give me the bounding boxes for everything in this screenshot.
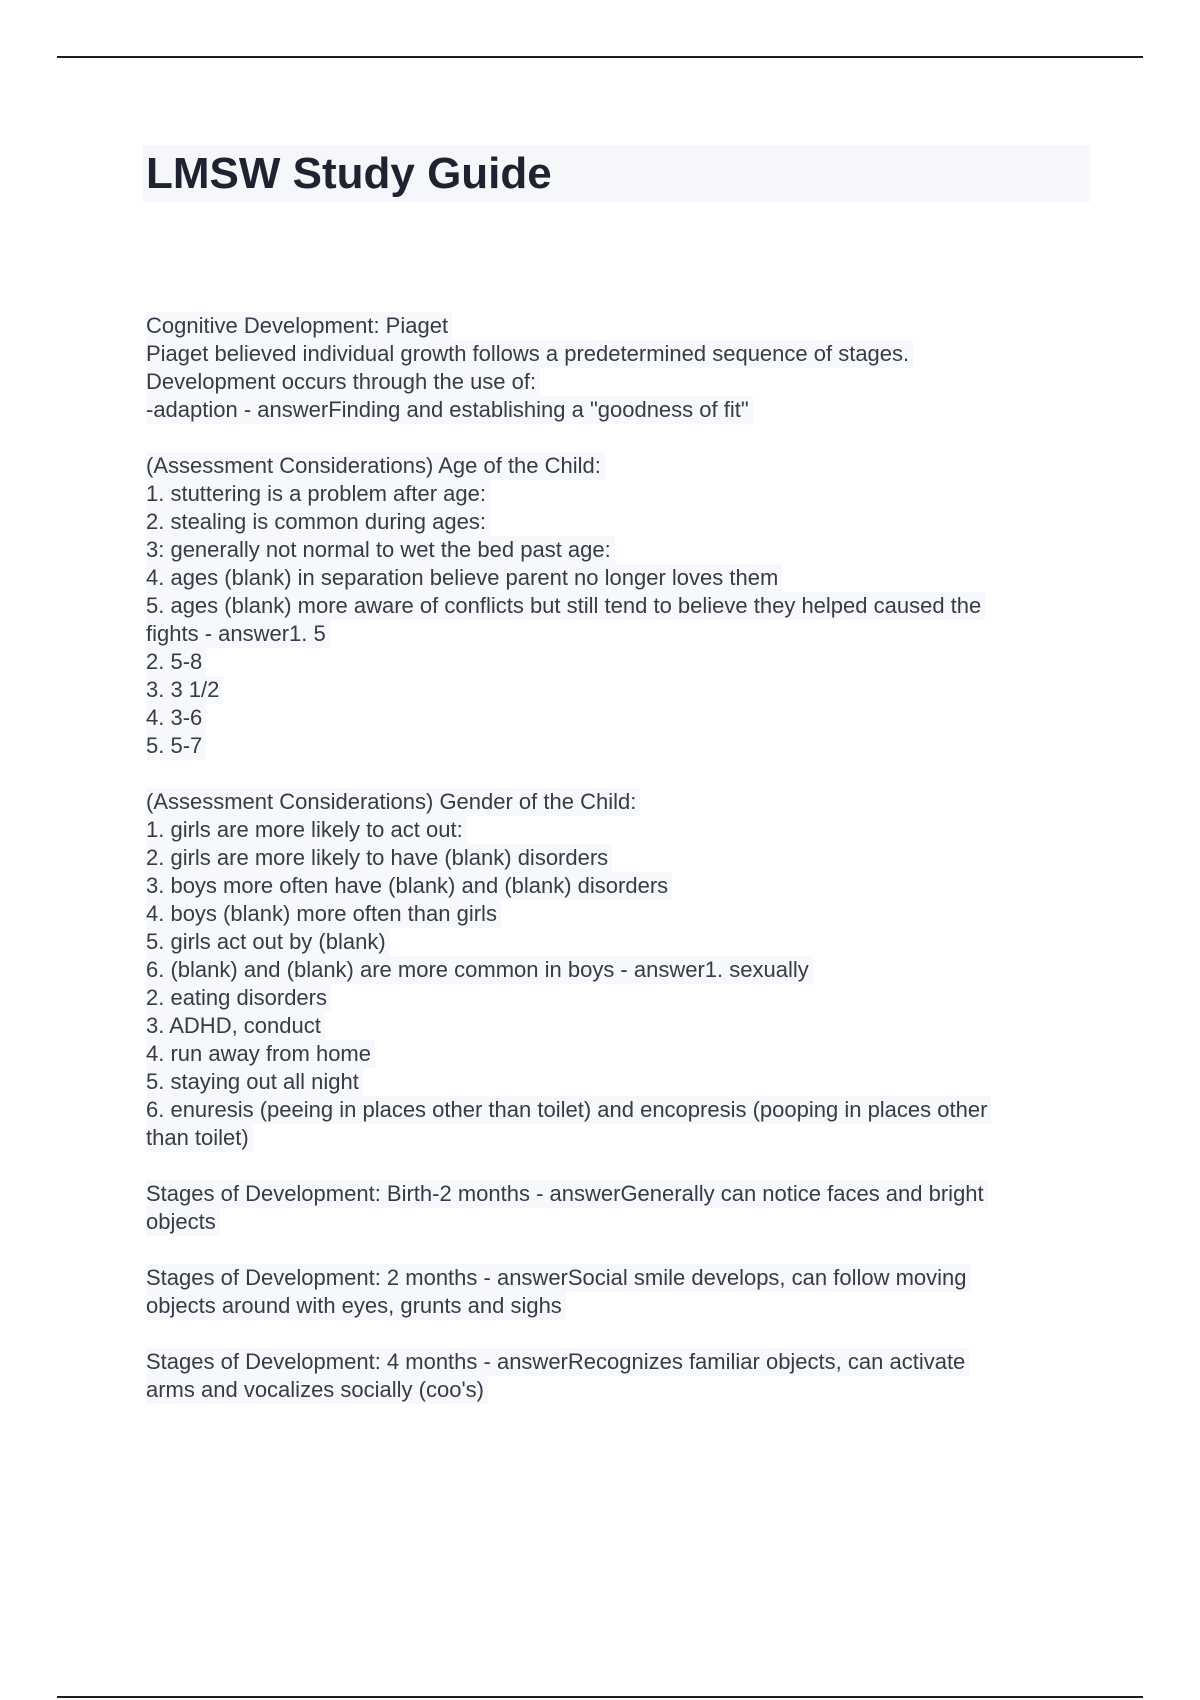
text-line: 1. stuttering is a problem after age: xyxy=(146,480,490,508)
section-2-months xyxy=(146,1264,1086,1320)
text-line: 6. enuresis (peeing in places other than toilet) and encopresis (pooping in places other xyxy=(146,1096,991,1124)
section-birth-2-months xyxy=(146,1180,1086,1236)
text-line: 5. 5-7 xyxy=(146,732,206,760)
text-line: 5. girls act out by (blank) xyxy=(146,928,390,956)
footer-rule xyxy=(57,1696,1143,1698)
text-line: objects xyxy=(146,1208,220,1236)
section-4-months xyxy=(146,1348,1086,1404)
text-line: 4. 3-6 xyxy=(146,704,206,732)
text-line: 3. ADHD, conduct xyxy=(146,1012,325,1040)
text-line: objects around with eyes, grunts and sighs xyxy=(146,1292,566,1320)
text-line: 2. eating disorders xyxy=(146,984,331,1012)
text-line: 2. stealing is common during ages: xyxy=(146,508,490,536)
text-line: Cognitive Development: Piaget xyxy=(146,312,452,340)
text-line: than toilet) xyxy=(146,1124,253,1152)
document-body xyxy=(146,312,1086,1432)
text-line: 2. 5-8 xyxy=(146,648,206,676)
text-line: Stages of Development: Birth-2 months - answerGenerally can notice faces and bright xyxy=(146,1180,988,1208)
document-title: LMSW Study Guide xyxy=(146,149,552,198)
text-line: 3: generally not normal to wet the bed past age: xyxy=(146,536,615,564)
text-line: Stages of Development: 4 months - answerRecognizes familiar objects, can activate xyxy=(146,1348,969,1376)
text-line: Stages of Development: 2 months - answerSocial smile develops, can follow moving xyxy=(146,1264,971,1292)
text-line: 3. boys more often have (blank) and (blank) disorders xyxy=(146,872,672,900)
text-line: Development occurs through the use of: xyxy=(146,368,540,396)
text-line: arms and vocalizes socially (coo's) xyxy=(146,1376,488,1404)
text-line: 1. girls are more likely to act out: xyxy=(146,816,467,844)
text-line: 6. (blank) and (blank) are more common in boys - answer1. sexually xyxy=(146,956,813,984)
text-line: Piaget believed individual growth follows a predetermined sequence of stages. xyxy=(146,340,913,368)
text-line: 4. ages (blank) in separation believe parent no longer loves them xyxy=(146,564,782,592)
section-gender-of-child xyxy=(146,788,1086,1152)
text-line: 5. ages (blank) more aware of conflicts but still tend to believe they helped caused the xyxy=(146,592,985,620)
section-age-of-child xyxy=(146,452,1086,760)
section-piaget xyxy=(146,312,1086,424)
text-line: (Assessment Considerations) Gender of the Child: xyxy=(146,788,640,816)
text-line: (Assessment Considerations) Age of the Child: xyxy=(146,452,605,480)
text-line: 2. girls are more likely to have (blank) disorders xyxy=(146,844,612,872)
text-line: -adaption - answerFinding and establishing a "goodness of fit" xyxy=(146,396,753,424)
text-line: fights - answer1. 5 xyxy=(146,620,330,648)
text-line: 4. boys (blank) more often than girls xyxy=(146,900,501,928)
header-rule xyxy=(57,56,1143,58)
text-line: 3. 3 1/2 xyxy=(146,676,223,704)
text-line: 4. run away from home xyxy=(146,1040,375,1068)
text-line: 5. staying out all night xyxy=(146,1068,363,1096)
